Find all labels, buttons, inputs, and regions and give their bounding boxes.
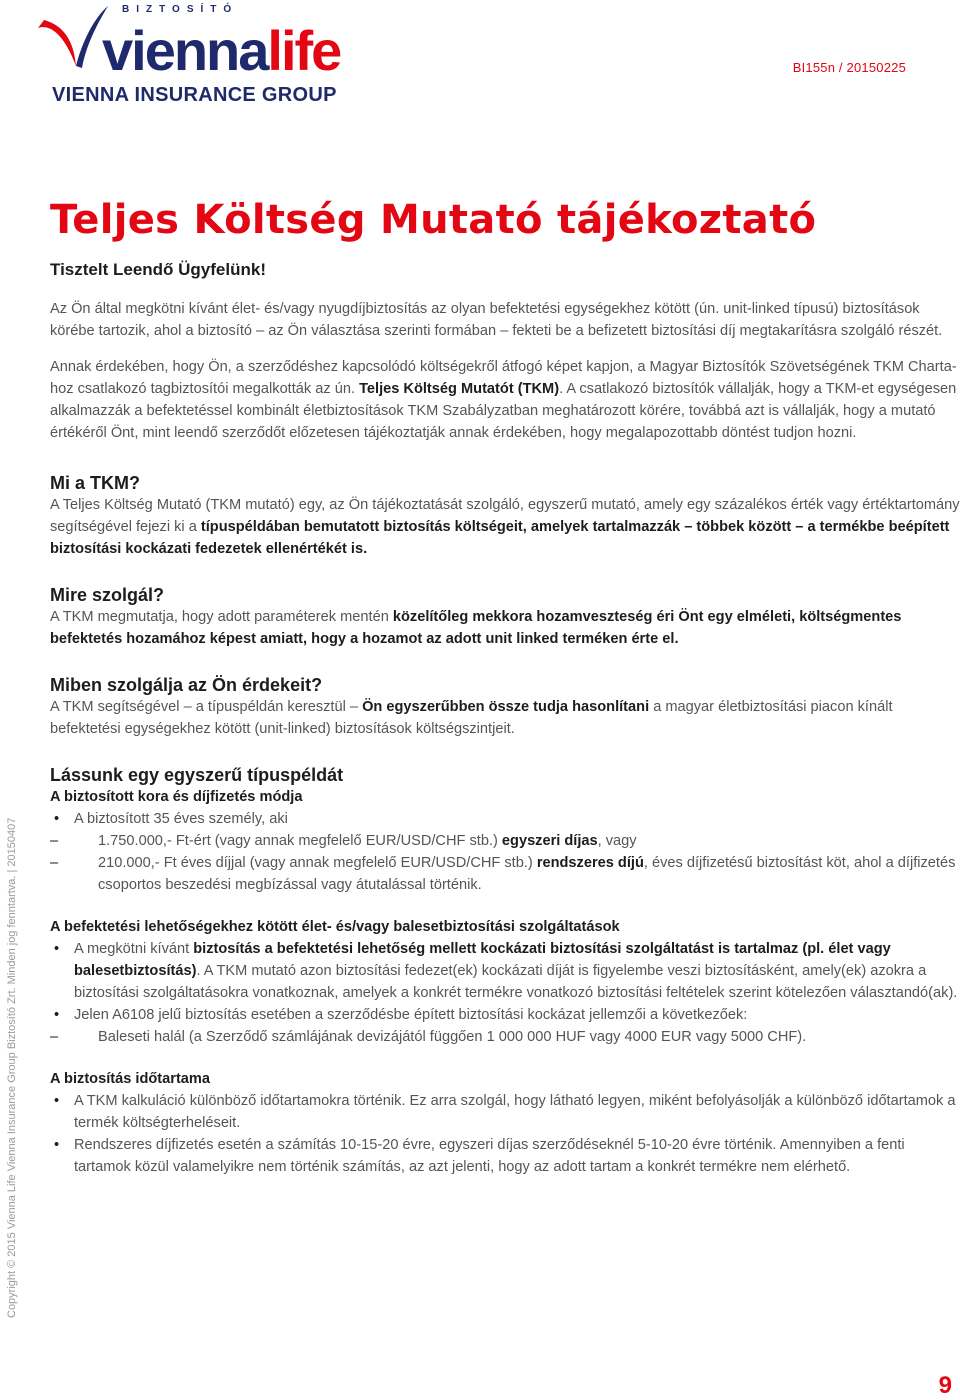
age-list (50, 808, 960, 830)
duration-list (50, 1090, 960, 1178)
logo-wordmark: viennalife (102, 19, 341, 82)
list-item: • Rendszeres díjfizetés esetén a számítás 10-15-20 évre, egyszeri díjas szerződéseknél 5-10-20 évre történik. Amennyiben a fenti tartamok közül valamelyikre nem történik számítás, az azt jelenti, hogy az adott tartam a konkrét termékre nem elérhető. (50, 1134, 960, 1178)
section-purpose (50, 584, 960, 650)
logo-tagline: BIZTOSÍTÓ (122, 4, 239, 15)
section-text: A Teljes Költség Mutató (TKM mutató) egy, az Ön tájékoztatását szolgáló, egyszerű mutató, amely egy százalékos érték vagy értéktartomány segítségével fejezi ki a típuspéldában bemutatott biztosítás költségeit, amelyek tartalmazzák – többek között – a termékbe beépített biztosítási kockázati fedezetek ellenértékét is. (50, 497, 960, 557)
section-what-is-tkm (50, 472, 960, 560)
list-item: • A biztosított 35 éves személy, aki (50, 808, 960, 830)
section-interests (50, 674, 960, 740)
page-number: 9 (938, 1372, 952, 1399)
vienna-life-logo (36, 2, 341, 108)
risk-list (50, 1026, 960, 1048)
section-text: A TKM segítségével – a típuspéldán keresztül – Ön egyszerűbben össze tudja hasonlítani a magyar életbiztosítási piacon kínált befektetési egységekhez kötött (unit-linked) biztosítások költségszintjeit. (50, 699, 893, 737)
intro-paragraph-1: Az Ön által megkötni kívánt élet- és/vagy nyugdíjbiztosítás az olyan befektetési egységekhez kötött (ún. unit-linked típusú) biztosítások körébe tartozik, ahol a biztosító – az Ön választása szerinti formában – fekteti be a befizetett biztosítási díj megtakarításra szolgáló részét. (50, 301, 943, 339)
age-heading: A biztosított kora és díjfizetés módja (50, 789, 303, 805)
payment-list (50, 830, 960, 896)
services-list (50, 938, 960, 1026)
greeting: Tisztelt Leendő Ügyfelünk! (50, 260, 266, 279)
list-item: • A megkötni kívánt biztosítás a befektetési lehetőség mellett kockázati biztosítási szolgáltatást is tartalmaz (pl. élet vagy balesetbiztosítás). A TKM mutató azon biztosítási fedezet(ek) kockázati díját is figyelembe veszi biztosításként, amely(ek) azokra a biztosítási szolgáltatásokra vonatkoznak, amelyek a konkrét termékre vonatkozó biztosítási feltételek szerint kötelezően választandó(ak). (50, 938, 960, 1004)
list-item: • A TKM kalkuláció különböző időtartamokra történik. Ez arra szolgál, hogy látható legyen, miként befolyásolják a különböző időtartamok a termék költségterheléseit. (50, 1090, 960, 1134)
duration-heading: A biztosítás időtartama (50, 1071, 211, 1087)
intro-paragraph-2: Annak érdekében, hogy Ön, a szerződéshez kapcsolódó költségekről átfogó képet kapjon, a Magyar Biztosítók Szövetségének TKM Charta-hoz csatlakozó tagbiztosítói megalkották az ún. Teljes Költség Mutatót (TKM). A csatlakozó biztosítók vállalják, hogy a TKM-et egységesen alkalmazzák a befektetéssel kombinált életbiztosítások TKM Szabályzatban meghatározott körére, továbbá azt is vállalják, hogy a mutató értékéről Önt, mint leendő szerződőt előzetesen tájékoztatják annak érdekében, hogy megalapozottabb döntést tudjon hozni. (50, 359, 957, 441)
logo-group-name: VIENNA INSURANCE GROUP (52, 84, 337, 106)
section-text: A TKM megmutatja, hogy adott paraméterek mentén közelítőleg mekkora hozamveszteség éri Önt egy elméleti, költségmentes befektetés hozamához képest amiatt, hogy a hozamot az adott unit linked terméken érte el. (50, 609, 902, 647)
list-item: – 210.000,- Ft éves díjjal (vagy annak megfelelő EUR/USD/CHF stb.) rendszeres díjú, éves díjfizetésű biztosítást köt, ahol a díjfizetés csoportos beszedési megbízással vagy átutalással történik. (50, 852, 960, 896)
copyright-side-note: Copyright © 2015 Vienna Life Vienna Insurance Group Biztosító Zrt. Minden jog fenntartva. | 20150407 (6, 817, 18, 1318)
document-code: BI155n / 20150225 (792, 60, 906, 75)
section-heading: Mire szolgál? (50, 585, 165, 605)
services-heading: A befektetési lehetőségekhez kötött élet- és/vagy balesetbiztosítási szolgáltatások (50, 919, 620, 935)
example-heading: Lássunk egy egyszerű típuspéldát (50, 765, 344, 785)
section-heading: Miben szolgálja az Ön érdekeit? (50, 675, 323, 695)
list-item: • Jelen A6108 jelű biztosítás esetében a szerződésbe épített biztosítási kockázat jellemzői a következőek: (50, 1004, 960, 1026)
list-item: – 1.750.000,- Ft-ért (vagy annak megfelelő EUR/USD/CHF stb.) egyszeri díjas, vagy (50, 830, 960, 852)
page-title: Teljes Költség Mutató tájékoztató (50, 197, 817, 243)
example-section (50, 764, 960, 1178)
list-item: – Baleseti halál (a Szerződő számlájának devizájától függően 1 000 000 HUF vagy 4000 EUR vagy 5000 CHF). (50, 1026, 960, 1048)
main-content (50, 194, 960, 1178)
section-heading: Mi a TKM? (50, 473, 140, 493)
